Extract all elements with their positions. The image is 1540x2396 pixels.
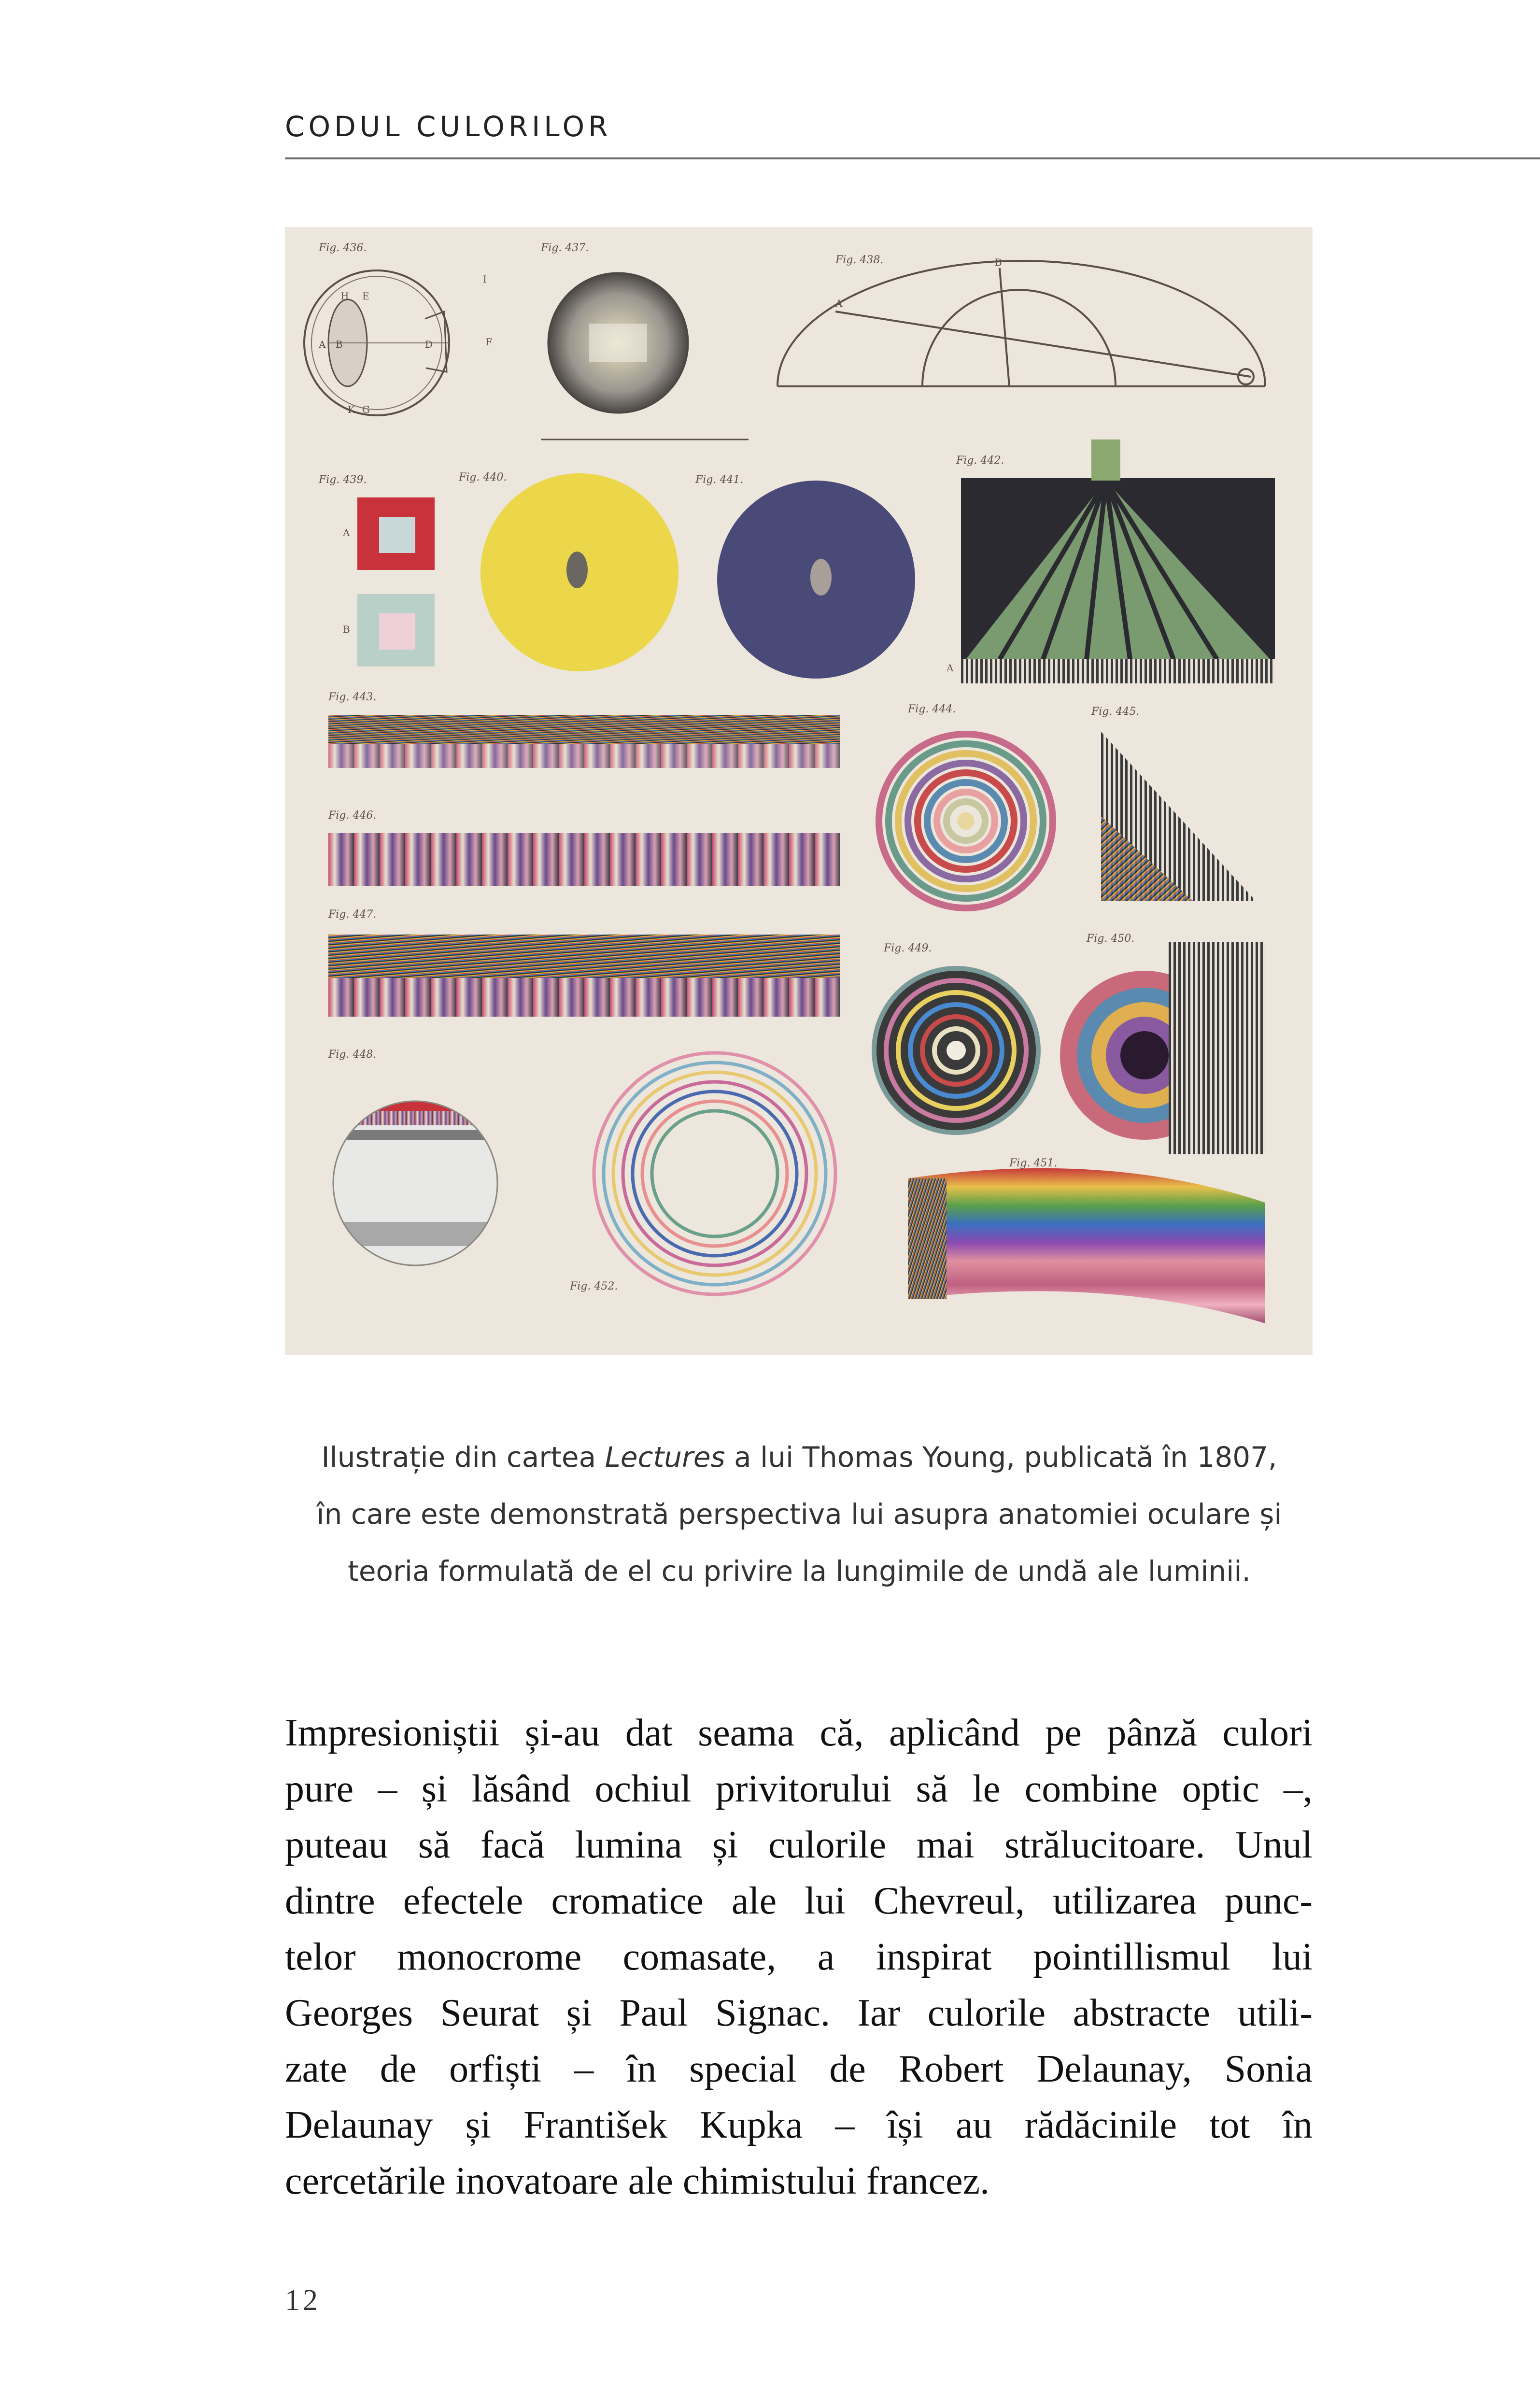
caption-text: teoria formulată de el cu privire la lungimile de undă ale luminii. [348,1555,1251,1588]
caption-text: a lui Thomas Young, publicată în 1807, [725,1441,1277,1474]
fig-444-rings [879,734,1053,908]
fig-label: Fig. 440. [459,471,507,483]
fig-label: Fig. 444. [908,703,956,715]
plate-letter: A [319,339,326,350]
caption-book-title: Lectures [605,1441,725,1474]
fig-label: Fig. 443. [328,691,377,703]
plate-letter: A [343,527,350,539]
plate-letter: B [995,256,1002,268]
body-line: pure – și lăsând ochiul privitorului să le combine optic –, [285,1768,1313,1810]
body-line: puteau să facă lumina și culorile mai strălucitoare. Unul [285,1824,1313,1866]
fig-label: Fig. 441. [695,474,744,486]
fig-label: Fig. 449. [884,942,932,954]
body-line: telor monocrome comasate, a inspirat pointillismul lui [285,1936,1313,1978]
plate-drawing [285,227,1313,1355]
fig-449-rings [874,968,1038,1133]
fig-label: Fig. 450. [1087,933,1135,945]
fig-label: Fig. 437. [541,242,589,254]
body-line: cercetările inovatoare ale chimistului francez. [285,2160,990,2202]
body-paragraph [285,1705,1313,2209]
page-number: 12 [285,2284,321,2317]
body-line: Delaunay și František Kupka – își au rădăcinile tot în [285,2104,1313,2146]
plate-letter: K [348,404,355,415]
fig-label: Fig. 447. [328,908,377,921]
fig-441-violet-disc [717,481,915,679]
body-line: Georges Seurat și Paul Signac. Iar culorile abstracte utili- [285,1992,1313,2034]
fig-442-fan [961,440,1275,683]
running-head: CODUL CULORILOR [285,110,612,143]
fig-label: Fig. 442. [956,454,1004,467]
plate-letter: E [362,290,369,302]
body-line: Impresioniștii și-au dat seama că, aplicând pe pânză culori [285,1712,1313,1754]
plate-letter: D [425,339,433,350]
caption-text: Ilustrație din cartea [321,1441,605,1474]
fig-label: Fig. 448. [328,1049,377,1061]
fig-446-stripes [328,833,840,886]
fig-452-rings [594,1053,835,1294]
fig-label: Fig. 445. [1091,706,1140,718]
fig-label: Fig. 451. [1009,1157,1058,1169]
fig-437-disc [541,273,749,440]
illustration-plate [285,227,1313,1355]
fig-447-band [328,935,840,1017]
fig-label: Fig. 446. [328,809,377,822]
plate-letter: B [343,624,350,635]
fig-440-yellow-disc [480,473,678,671]
fig-label: Fig. 438. [835,254,884,266]
fig-451-rainbow [908,1168,1265,1323]
plate-letter: I [483,273,487,285]
fig-438-arcs [777,261,1265,386]
fig-445-triangle [1101,732,1256,901]
body-line: dintre efectele cromatice ale lui Chevreul, utilizarea punc- [285,1880,1313,1922]
fig-label: Fig. 439. [319,474,367,486]
caption-text: în care este demonstrată perspectiva lui asupra anatomiei oculare și [316,1498,1282,1531]
fig-448-circle [328,1092,502,1270]
fig-450-half-ring [1060,942,1265,1154]
fig-443-band [328,715,840,768]
plate-letter: A [947,662,954,674]
plate-letter: A [835,298,843,309]
plate-letter: F [485,336,492,348]
header-rule [285,157,1540,159]
plate-letter: B [336,339,343,350]
plate-letter: H [340,290,349,302]
fig-label: Fig. 436. [319,242,367,254]
figure-caption [270,1429,1328,1600]
body-line: zate de orfiști – în special de Robert Delaunay, Sonia [285,2048,1313,2090]
plate-letter: G [362,404,370,415]
fig-label: Fig. 452. [570,1280,618,1292]
fig-439-squares [357,497,435,666]
